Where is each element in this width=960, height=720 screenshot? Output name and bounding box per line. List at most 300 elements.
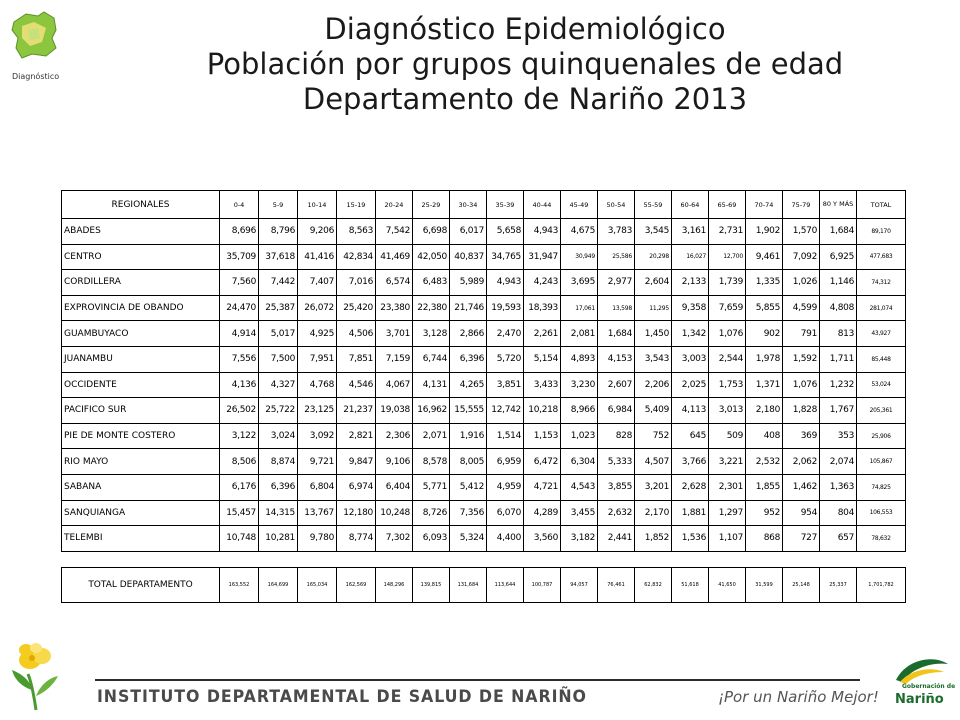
table-cell: 4,959 <box>487 474 524 500</box>
organization-name: INSTITUTO DEPARTAMENTAL DE SALUD DE NARIÑO <box>97 687 587 707</box>
totals-cell: 31,599 <box>746 568 783 603</box>
table-cell: 12,180 <box>337 500 376 526</box>
table-cell: 9,780 <box>298 526 337 552</box>
table-cell: 2,301 <box>709 474 746 500</box>
totals-cell: 25,337 <box>820 568 857 603</box>
table-cell: 2,632 <box>598 500 635 526</box>
table-cell: 4,893 <box>561 346 598 372</box>
table-cell: 1,023 <box>561 423 598 449</box>
row-total: 205,361 <box>857 398 906 424</box>
row-total: 89,170 <box>857 219 906 245</box>
table-cell: 4,400 <box>487 526 524 552</box>
table-cell: 2,604 <box>635 270 672 296</box>
table-cell: 727 <box>783 526 820 552</box>
table-cell: 9,206 <box>298 219 337 245</box>
row-total: 25,906 <box>857 423 906 449</box>
table-cell: 952 <box>746 500 783 526</box>
row-total: 85,448 <box>857 346 906 372</box>
page-title <box>95 12 955 117</box>
table-cell: 408 <box>746 423 783 449</box>
table-cell: 1,371 <box>746 372 783 398</box>
table-cell: 1,753 <box>709 372 746 398</box>
table-cell: 6,483 <box>413 270 450 296</box>
table-cell: 1,536 <box>672 526 709 552</box>
table-cell: 4,808 <box>820 295 857 321</box>
table-cell: 4,721 <box>524 474 561 500</box>
table-cell: 1,767 <box>820 398 857 424</box>
table-cell: 7,302 <box>376 526 413 552</box>
table-cell: 1,153 <box>524 423 561 449</box>
column-header: 10-14 <box>298 191 337 219</box>
table-cell: 20,298 <box>635 244 672 270</box>
table-cell: 791 <box>783 321 820 347</box>
table-cell: 3,024 <box>259 423 298 449</box>
table-cell: 7,356 <box>450 500 487 526</box>
table-cell: 21,237 <box>337 398 376 424</box>
totals-cell: 94,057 <box>561 568 598 603</box>
table-cell: 10,218 <box>524 398 561 424</box>
table-cell: 4,067 <box>376 372 413 398</box>
column-header: 0-4 <box>220 191 259 219</box>
table-cell: 26,502 <box>220 398 259 424</box>
table-cell: 7,016 <box>337 270 376 296</box>
table-cell: 12,700 <box>709 244 746 270</box>
table-cell: 7,500 <box>259 346 298 372</box>
table-cell: 4,153 <box>598 346 635 372</box>
region-name: EXPROVINCIA DE OBANDO <box>62 295 220 321</box>
totals-cell: 131,684 <box>450 568 487 603</box>
table-cell: 22,380 <box>413 295 450 321</box>
table-cell: 752 <box>635 423 672 449</box>
table-cell: 2,025 <box>672 372 709 398</box>
column-header: 15-19 <box>337 191 376 219</box>
table-cell: 2,731 <box>709 219 746 245</box>
table-cell: 1,828 <box>783 398 820 424</box>
table-cell: 1,342 <box>672 321 709 347</box>
table-row <box>62 449 906 475</box>
table-cell: 6,070 <box>487 500 524 526</box>
table-row <box>62 526 906 552</box>
table-cell: 5,409 <box>635 398 672 424</box>
table-cell: 3,122 <box>220 423 259 449</box>
table-cell: 5,324 <box>450 526 487 552</box>
table-cell: 1,592 <box>783 346 820 372</box>
table-cell: 2,074 <box>820 449 857 475</box>
table-cell: 1,684 <box>598 321 635 347</box>
row-total: 53,024 <box>857 372 906 398</box>
table-cell: 7,560 <box>220 270 259 296</box>
gobernacion-name: Nariño <box>895 692 944 707</box>
table-cell: 1,232 <box>820 372 857 398</box>
table-cell: 25,420 <box>337 295 376 321</box>
table-cell: 23,380 <box>376 295 413 321</box>
table-cell: 3,855 <box>598 474 635 500</box>
column-header: 5-9 <box>259 191 298 219</box>
table-cell: 16,962 <box>413 398 450 424</box>
table-cell: 2,180 <box>746 398 783 424</box>
totals-cell: 76,461 <box>598 568 635 603</box>
table-cell: 24,470 <box>220 295 259 321</box>
row-total: 281,074 <box>857 295 906 321</box>
table-cell: 9,106 <box>376 449 413 475</box>
table-cell: 15,457 <box>220 500 259 526</box>
table-cell: 10,748 <box>220 526 259 552</box>
table-cell: 3,092 <box>298 423 337 449</box>
table-cell: 509 <box>709 423 746 449</box>
table-cell: 1,462 <box>783 474 820 500</box>
table-cell: 5,989 <box>450 270 487 296</box>
table-cell: 954 <box>783 500 820 526</box>
column-header: 65-69 <box>709 191 746 219</box>
table-cell: 8,796 <box>259 219 298 245</box>
row-total: 43,927 <box>857 321 906 347</box>
region-name: SANQUIANGA <box>62 500 220 526</box>
table-cell: 42,050 <box>413 244 450 270</box>
column-header: 50-54 <box>598 191 635 219</box>
row-total: 78,632 <box>857 526 906 552</box>
row-total: 106,553 <box>857 500 906 526</box>
column-header: 70-74 <box>746 191 783 219</box>
table-cell: 5,771 <box>413 474 450 500</box>
table-cell: 3,545 <box>635 219 672 245</box>
table-cell: 14,315 <box>259 500 298 526</box>
table-cell: 2,062 <box>783 449 820 475</box>
table-cell: 5,855 <box>746 295 783 321</box>
table-cell: 2,628 <box>672 474 709 500</box>
table-cell: 6,925 <box>820 244 857 270</box>
table-cell: 7,556 <box>220 346 259 372</box>
table-cell: 2,470 <box>487 321 524 347</box>
table-cell: 25,722 <box>259 398 298 424</box>
table-cell: 12,742 <box>487 398 524 424</box>
totals-cell: 139,815 <box>413 568 450 603</box>
table-cell: 7,442 <box>259 270 298 296</box>
table-cell: 5,720 <box>487 346 524 372</box>
table-cell: 19,593 <box>487 295 524 321</box>
table-row <box>62 474 906 500</box>
table-cell: 7,092 <box>783 244 820 270</box>
table-cell: 7,659 <box>709 295 746 321</box>
table-cell: 42,834 <box>337 244 376 270</box>
table-cell: 2,544 <box>709 346 746 372</box>
table-cell: 35,709 <box>220 244 259 270</box>
table-cell: 3,201 <box>635 474 672 500</box>
totals-cell: 51,618 <box>672 568 709 603</box>
table-cell: 7,542 <box>376 219 413 245</box>
title-line-2: Población por grupos quinquenales de edad <box>206 47 844 81</box>
table-row <box>62 500 906 526</box>
table-cell: 4,506 <box>337 321 376 347</box>
table-cell: 13,598 <box>598 295 635 321</box>
table-cell: 26,072 <box>298 295 337 321</box>
table-cell: 1,902 <box>746 219 783 245</box>
table-cell: 9,721 <box>298 449 337 475</box>
table-cell: 828 <box>598 423 635 449</box>
table-cell: 7,851 <box>337 346 376 372</box>
table-cell: 1,514 <box>487 423 524 449</box>
table-cell: 4,289 <box>524 500 561 526</box>
table-cell: 3,221 <box>709 449 746 475</box>
column-header: 25-29 <box>413 191 450 219</box>
table-cell: 2,071 <box>413 423 450 449</box>
table-cell: 6,017 <box>450 219 487 245</box>
table-cell: 19,038 <box>376 398 413 424</box>
table-cell: 5,658 <box>487 219 524 245</box>
table-cell: 1,916 <box>450 423 487 449</box>
table-cell: 3,182 <box>561 526 598 552</box>
table-cell: 804 <box>820 500 857 526</box>
table-cell: 6,404 <box>376 474 413 500</box>
table-row <box>62 321 906 347</box>
table-cell: 3,455 <box>561 500 598 526</box>
region-name: PIE DE MONTE COSTERO <box>62 423 220 449</box>
table-cell: 4,507 <box>635 449 672 475</box>
table-cell: 3,013 <box>709 398 746 424</box>
table-cell: 16,027 <box>672 244 709 270</box>
table-cell: 4,914 <box>220 321 259 347</box>
table-cell: 7,407 <box>298 270 337 296</box>
table-cell: 4,131 <box>413 372 450 398</box>
table-cell: 18,393 <box>524 295 561 321</box>
table-cell: 7,951 <box>298 346 337 372</box>
table-cell: 5,412 <box>450 474 487 500</box>
totals-row <box>62 568 906 603</box>
table-cell: 4,925 <box>298 321 337 347</box>
table-cell: 23,125 <box>298 398 337 424</box>
column-header: TOTAL <box>857 191 906 219</box>
table-cell: 4,546 <box>337 372 376 398</box>
table-cell: 13,767 <box>298 500 337 526</box>
table-cell: 8,774 <box>337 526 376 552</box>
table-cell: 2,081 <box>561 321 598 347</box>
table-cell: 4,136 <box>220 372 259 398</box>
table-cell: 6,396 <box>259 474 298 500</box>
table-cell: 1,450 <box>635 321 672 347</box>
table-cell: 1,363 <box>820 474 857 500</box>
table-cell: 8,506 <box>220 449 259 475</box>
column-header: 80 Y MÁS <box>820 191 857 219</box>
table-cell: 3,128 <box>413 321 450 347</box>
table-cell: 2,821 <box>337 423 376 449</box>
table-cell: 3,543 <box>635 346 672 372</box>
column-header: 30-34 <box>450 191 487 219</box>
table-cell: 2,532 <box>746 449 783 475</box>
table-cell: 8,563 <box>337 219 376 245</box>
table-cell: 10,281 <box>259 526 298 552</box>
table-cell: 2,261 <box>524 321 561 347</box>
table-cell: 1,107 <box>709 526 746 552</box>
table-cell: 353 <box>820 423 857 449</box>
totals-cell: 163,552 <box>220 568 259 603</box>
table-cell: 7,159 <box>376 346 413 372</box>
table-cell: 2,977 <box>598 270 635 296</box>
table-cell: 8,578 <box>413 449 450 475</box>
table-cell: 645 <box>672 423 709 449</box>
row-total: 74,312 <box>857 270 906 296</box>
table-cell: 2,206 <box>635 372 672 398</box>
row-total: 74,825 <box>857 474 906 500</box>
table-cell: 902 <box>746 321 783 347</box>
totals-cell: 62,832 <box>635 568 672 603</box>
slogan: ¡Por un Nariño Mejor! <box>718 688 879 706</box>
totals-cell: 165,034 <box>298 568 337 603</box>
table-cell: 4,675 <box>561 219 598 245</box>
table-cell: 1,076 <box>783 372 820 398</box>
flower-logo <box>6 640 74 716</box>
totals-cell: 164,699 <box>259 568 298 603</box>
table-cell: 4,113 <box>672 398 709 424</box>
totals-cell: 100,787 <box>524 568 561 603</box>
column-header: 20-24 <box>376 191 413 219</box>
table-cell: 41,416 <box>298 244 337 270</box>
region-name: RIO MAYO <box>62 449 220 475</box>
table-cell: 4,599 <box>783 295 820 321</box>
table-cell: 30,949 <box>561 244 598 270</box>
table-cell: 37,618 <box>259 244 298 270</box>
table-cell: 6,804 <box>298 474 337 500</box>
table-cell: 5,154 <box>524 346 561 372</box>
table-cell: 2,441 <box>598 526 635 552</box>
table-cell: 1,570 <box>783 219 820 245</box>
table-cell: 3,433 <box>524 372 561 398</box>
table-cell: 6,093 <box>413 526 450 552</box>
table-cell: 6,176 <box>220 474 259 500</box>
department-map-logo <box>8 8 62 62</box>
totals-cell: 162,569 <box>337 568 376 603</box>
table-cell: 15,555 <box>450 398 487 424</box>
table-cell: 657 <box>820 526 857 552</box>
table-cell: 1,335 <box>746 270 783 296</box>
row-total: 477,683 <box>857 244 906 270</box>
table-row <box>62 219 906 245</box>
table-cell: 8,005 <box>450 449 487 475</box>
footer-divider <box>95 679 860 681</box>
table-cell: 6,984 <box>598 398 635 424</box>
table-cell: 41,469 <box>376 244 413 270</box>
table-cell: 8,696 <box>220 219 259 245</box>
table-cell: 6,959 <box>487 449 524 475</box>
table-row <box>62 346 906 372</box>
population-table <box>61 190 906 552</box>
table-row <box>62 372 906 398</box>
table-cell: 6,304 <box>561 449 598 475</box>
title-line-3: Departamento de Nariño 2013 <box>302 82 748 116</box>
table-cell: 1,881 <box>672 500 709 526</box>
table-cell: 4,543 <box>561 474 598 500</box>
table-cell: 21,746 <box>450 295 487 321</box>
table-cell: 5,333 <box>598 449 635 475</box>
table-cell: 5,017 <box>259 321 298 347</box>
table-cell: 1,855 <box>746 474 783 500</box>
table-cell: 9,358 <box>672 295 709 321</box>
region-name: CORDILLERA <box>62 270 220 296</box>
column-header: 40-44 <box>524 191 561 219</box>
column-header-regionales: REGIONALES <box>62 191 220 219</box>
table-cell: 6,744 <box>413 346 450 372</box>
region-name: JUANAMBU <box>62 346 220 372</box>
table-cell: 3,851 <box>487 372 524 398</box>
table-cell: 1,739 <box>709 270 746 296</box>
table-cell: 2,170 <box>635 500 672 526</box>
table-cell: 3,783 <box>598 219 635 245</box>
table-cell: 2,306 <box>376 423 413 449</box>
totals-cell: 25,148 <box>783 568 820 603</box>
table-cell: 813 <box>820 321 857 347</box>
table-cell: 3,003 <box>672 346 709 372</box>
table-cell: 3,560 <box>524 526 561 552</box>
table-cell: 6,698 <box>413 219 450 245</box>
table-cell: 3,161 <box>672 219 709 245</box>
table-cell: 369 <box>783 423 820 449</box>
table-cell: 9,461 <box>746 244 783 270</box>
region-name: SABANA <box>62 474 220 500</box>
table-cell: 9,847 <box>337 449 376 475</box>
totals-cell: 41,650 <box>709 568 746 603</box>
table-cell: 1,297 <box>709 500 746 526</box>
table-cell: 25,586 <box>598 244 635 270</box>
table-cell: 1,684 <box>820 219 857 245</box>
totals-label: TOTAL DEPARTAMENTO <box>62 568 220 603</box>
table-row <box>62 398 906 424</box>
table-cell: 34,765 <box>487 244 524 270</box>
table-cell: 25,387 <box>259 295 298 321</box>
table-cell: 4,943 <box>524 219 561 245</box>
table-row <box>62 423 906 449</box>
region-name: PACIFICO SUR <box>62 398 220 424</box>
table-cell: 2,607 <box>598 372 635 398</box>
column-header: 35-39 <box>487 191 524 219</box>
table-cell: 1,711 <box>820 346 857 372</box>
column-header: 45-49 <box>561 191 598 219</box>
table-cell: 3,766 <box>672 449 709 475</box>
table-cell: 3,701 <box>376 321 413 347</box>
table-cell: 6,396 <box>450 346 487 372</box>
column-header: 75-79 <box>783 191 820 219</box>
table-cell: 31,947 <box>524 244 561 270</box>
table-cell: 868 <box>746 526 783 552</box>
table-cell: 4,327 <box>259 372 298 398</box>
table-cell: 8,966 <box>561 398 598 424</box>
totals-cell: 113,644 <box>487 568 524 603</box>
table-row <box>62 244 906 270</box>
table-cell: 6,974 <box>337 474 376 500</box>
table-row <box>62 295 906 321</box>
logo-caption: Diagnóstico <box>12 72 60 81</box>
table-row <box>62 270 906 296</box>
row-total: 105,867 <box>857 449 906 475</box>
region-name: GUAMBUYACO <box>62 321 220 347</box>
totals-table <box>61 567 906 603</box>
table-cell: 17,061 <box>561 295 598 321</box>
table-cell: 6,574 <box>376 270 413 296</box>
table-cell: 4,943 <box>487 270 524 296</box>
table-cell: 40,837 <box>450 244 487 270</box>
region-name: CENTRO <box>62 244 220 270</box>
table-cell: 8,726 <box>413 500 450 526</box>
table-cell: 3,695 <box>561 270 598 296</box>
table-cell: 1,076 <box>709 321 746 347</box>
table-cell: 10,248 <box>376 500 413 526</box>
totals-cell: 148,296 <box>376 568 413 603</box>
table-cell: 1,146 <box>820 270 857 296</box>
table-cell: 4,768 <box>298 372 337 398</box>
table-cell: 8,874 <box>259 449 298 475</box>
table-cell: 4,265 <box>450 372 487 398</box>
column-header: 60-64 <box>672 191 709 219</box>
region-name: ABADES <box>62 219 220 245</box>
table-cell: 4,243 <box>524 270 561 296</box>
column-header: 55-59 <box>635 191 672 219</box>
